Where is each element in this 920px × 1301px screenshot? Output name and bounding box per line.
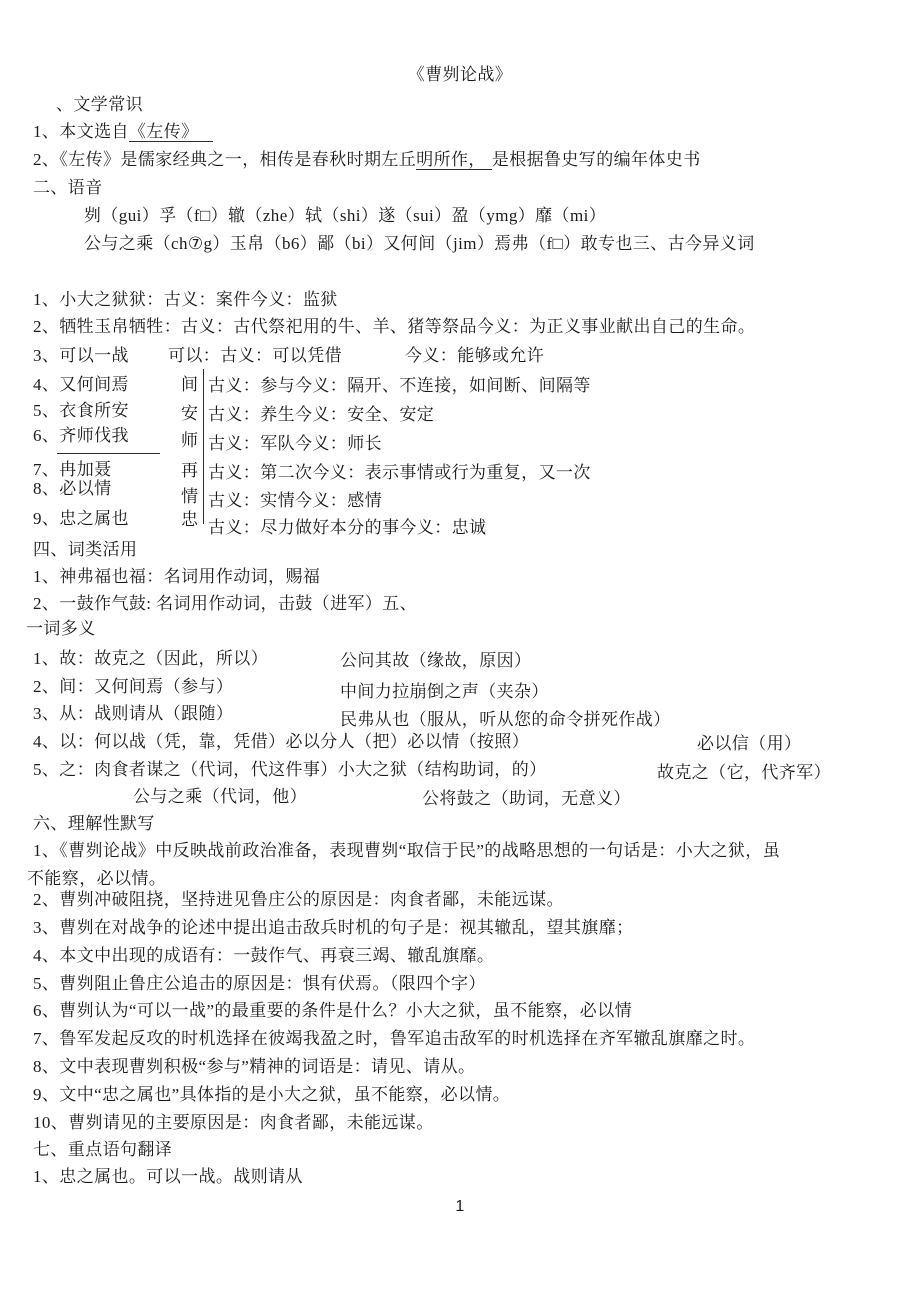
item2-text-post: 是根据鲁史写的编年体史书 bbox=[491, 150, 701, 169]
underlined-text: 明所作， bbox=[416, 150, 492, 170]
section6-item8: 8、文中表现曹刿积极“参与”精神的词语是：请见、请从。 bbox=[33, 1057, 476, 1076]
table-row-char: 师 bbox=[181, 431, 199, 450]
table-row-char: 间 bbox=[181, 375, 199, 394]
section1-item2 bbox=[33, 149, 701, 170]
section6-header: 六、理解性默写 bbox=[33, 814, 155, 833]
table-row-char: 忠 bbox=[181, 510, 199, 529]
section1-item1 bbox=[33, 121, 213, 142]
item1-text: 1、本文选自 bbox=[33, 122, 129, 141]
table-row-def: 古义：尽力做好本分的事今义：忠诚 bbox=[208, 518, 487, 537]
table-row-def: 古义：军队今义：师长 bbox=[208, 434, 382, 453]
polysemy-left: 2、间：又何间焉（参与） bbox=[33, 677, 234, 696]
pinyin-line-1: 刿（gui）孚（f□）辙（zhe）轼（shi）遂（sui）盈（ymg）靡（mi） bbox=[84, 206, 607, 225]
underline-rule bbox=[57, 453, 160, 454]
table-row-term: 9、忠之属也 bbox=[33, 509, 129, 528]
section6-item6: 6、曹刿认为“可以一战”的最重要的条件是什么？小大之狱，虽不能察，必以情 bbox=[33, 1001, 632, 1020]
item2-text-pre: 2、《左传》是儒家经典之一，相传是春秋时期左丘 bbox=[33, 150, 417, 169]
table-row-def: 古义：参与今义：隔开、不连接，如间断、间隔等 bbox=[208, 376, 591, 395]
page-number: 1 bbox=[455, 1198, 465, 1215]
section2-header: 二、语音 bbox=[33, 178, 103, 197]
polysemy-right: 故克之（它，代齐军） bbox=[657, 763, 831, 782]
polysemy-right: 公将鼓之（助词，无意义） bbox=[422, 789, 631, 808]
table-row-char: 安 bbox=[181, 404, 199, 423]
section3-item3-modern: 今义：能够或允许 bbox=[405, 346, 545, 365]
section3-item1: 1、小大之狱狱：古义：案件今义：监狱 bbox=[33, 290, 338, 309]
section3-item3-term: 3、可以一战 bbox=[33, 346, 129, 365]
table-row-term: 8、必以情 bbox=[33, 479, 112, 498]
page-title: 《曹刿论战》 bbox=[407, 65, 513, 84]
section3-item2: 2、牺牲玉帛牺牲：古义：古代祭祀用的牛、羊、猪等祭品今义：为正义事业献出自己的生命。 bbox=[33, 317, 756, 336]
section6-item7: 7、鲁军发起反攻的时机选择在彼竭我盈之时，鲁军追击敌军的时机选择在齐军辙乱旗靡之时。 bbox=[33, 1029, 756, 1048]
section4-header: 四、词类活用 bbox=[33, 540, 138, 559]
table-row-char: 再 bbox=[181, 461, 199, 480]
section6-item5: 5、曹刿阻止鲁庄公追击的原因是：惧有伏焉。（限四个字） bbox=[33, 974, 486, 993]
section6-item10: 10、曹刿请见的主要原因是：肉食者鄙，未能远谋。 bbox=[33, 1113, 434, 1132]
table-row-term: 6、齐师伐我 bbox=[33, 426, 129, 445]
section6-item3: 3、曹刿在对战争的论述中提出追击敌兵时机的句子是：视其辙乱，望其旗靡； bbox=[33, 918, 634, 937]
table-row-term: 7、冉加聂 bbox=[33, 460, 112, 479]
polysemy-left: 3、从：战则请从（跟随） bbox=[33, 704, 234, 723]
table-row-term: 5、衣食所安 bbox=[33, 401, 129, 420]
polysemy-left: 4、以：何以战（凭，靠，凭借）必以分人（把）必以情（按照） bbox=[33, 732, 530, 751]
polysemy-left: 1、故：故克之（因此，所以） bbox=[33, 649, 269, 668]
table-row-char: 情 bbox=[181, 487, 199, 506]
bracket-rule bbox=[203, 369, 204, 524]
section6-item1-line1: 1、《曹刿论战》中反映战前政治准备，表现曹刿“取信于民”的战略思想的一句话是：小大之狱，虽 bbox=[33, 841, 781, 860]
polysemy-right: 中间力拉崩倒之声（夹杂） bbox=[340, 682, 549, 701]
section3-item3-ancient: 可以：古义：可以凭借 bbox=[168, 346, 342, 365]
pinyin-line-2: 公与之乘（ch⑦g）玉帛（b6）鄙（bi）又何间（jim）焉弗（f□）敢专也三、古今异义词 bbox=[84, 234, 755, 253]
section6-item4: 4、本文中出现的成语有：一鼓作气、再衰三竭、辙乱旗靡。 bbox=[33, 946, 495, 965]
table-row-def: 古义：实情今义：感情 bbox=[208, 491, 382, 510]
polysemy-right: 公问其故（缘故，原因） bbox=[340, 651, 532, 670]
section7-header: 七、重点语句翻译 bbox=[33, 1140, 173, 1159]
table-row-term: 4、又何间焉 bbox=[33, 375, 129, 394]
polysemy-right: 必以信（用） bbox=[697, 734, 802, 753]
section4-item1: 1、神弗福也福：名词用作动词，赐福 bbox=[33, 567, 321, 586]
section1-header: 、文学常识 bbox=[56, 95, 143, 114]
table-row-def: 古义：养生今义：安全、安定 bbox=[208, 405, 435, 424]
polysemy-right: 民弗从也（服从，听从您的命令拼死作战） bbox=[340, 710, 671, 729]
table-row-def: 古义：第二次今义：表示事情或行为重复，又一次 bbox=[208, 463, 591, 482]
underlined-text: 《左传》 bbox=[129, 122, 213, 142]
section5-header: 一词多义 bbox=[26, 619, 96, 638]
section6-item2: 2、曹刿冲破阻挠，坚持进见鲁庄公的原因是：肉食者鄙，未能远谋。 bbox=[33, 890, 564, 909]
polysemy-left: 5、之：肉食者谋之（代词，代这件事）小大之狱（结构助词，的） bbox=[33, 760, 547, 779]
section4-item2: 2、一鼓作气鼓: 名词用作动词，击鼓（进军）五、 bbox=[33, 594, 418, 613]
section6-item1-line2: 不能察，必以情。 bbox=[27, 869, 167, 888]
section6-item9: 9、文中“忠之属也”具体指的是小大之狱，虽不能察，必以情。 bbox=[33, 1085, 511, 1104]
polysemy-left: 公与之乘（代词，他） bbox=[133, 787, 307, 806]
section7-item1: 1、忠之属也。可以一战。战则请从 bbox=[33, 1167, 303, 1186]
